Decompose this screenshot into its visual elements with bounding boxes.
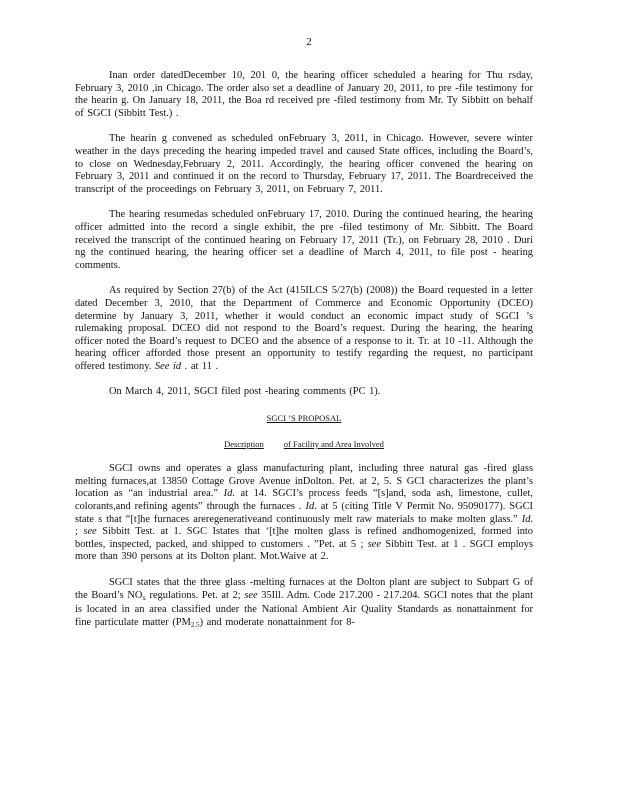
citation-id: Id <box>305 501 315 513</box>
subscript-pm: 2.5 <box>190 620 200 629</box>
paragraph-subpart-g: SGCI states that the three glass -melting furnaces at the Dolton plant are subject to Subpart G of the Board’s $NO_x$ regulations. Pet. at 2; see 35Ill. Adm. Code 217.200 - 217.204. SGCI notes that the plant is located in an area classified under the National Ambient Air Quality Standards as nonattainment for fine particulate matter $(PM_{2.5})$ and moderate nonattainment for 8- <box>75 577 533 629</box>
citation-see: see <box>83 526 97 538</box>
heading-proposal: SGCI ’S PROPOSAL <box>266 413 342 424</box>
citation-see: see <box>244 589 258 601</box>
citation-ref: . at 11 . <box>184 360 219 372</box>
heading-description <box>75 438 533 451</box>
heading-description-b: of Facility and Area Involved <box>283 438 384 449</box>
citation-see: see <box>367 538 381 550</box>
citation-id: Id <box>223 488 233 500</box>
page-number: 2 <box>306 36 312 48</box>
paragraph-hearing-resumed: The hearing resumedas scheduled onFebruary 17, 2010. During the continued hearing, the hearing officer admitted into the record a single exhibit, the pre -filed testimony of Mr. Sibbitt. The Board received the transcript of the continued hearing on February 17, 2011 (Tr.), on February 28, 2010 . Duri ng the continued hearing, the hearing officer set a deadline of March 4, 2011, to file post - hearing comments. <box>75 209 533 271</box>
document-body <box>75 70 533 644</box>
citation-see-id: See id <box>154 360 182 372</box>
paragraph-hearing-scheduled: Inan order datedDecember 10, 201 0, the hearing officer scheduled a hearing for Thu rsday, February 3, 2010 ,in Chicago. The order also set a deadline of January 20, 2011, to pre -file testimony for the hearin g. On January 18, 2011, the Boa rd received pre -filed testimony from Mr. Ty Sibbitt on behalf of SGCI (Sibbitt Test.) . <box>75 70 533 119</box>
paragraph-post-hearing-comments: On March 4, 2011, SGCI filed post -hearing comments (PC 1). <box>109 386 381 398</box>
subscript-x: x <box>142 593 146 602</box>
heading-description-a: Description <box>224 438 264 449</box>
paragraph-economic-impact <box>75 285 533 373</box>
paragraph-hearing-convened: The hearin g convened as scheduled onFebruary 3, 2011, in Chicago. However, severe winter weather in the days preceding the hearing impeded travel and caused State offices, including the Board’s, to close on Wednesday,February 2, 2011. Accordingly, the hearing officer convened the hearing on February 3, 2011 and continued it on the record to Thursday, February 17, 2011. The Boardreceived the transcript of the proceedings on February 3, 2011, on February 7, 2011. <box>75 133 533 195</box>
paragraph-text: As required by Section 27(b) of the Act (415ILCS 5/27(b) (2008)) the Board requested in a letter dated December 3, 2010, that the Department of Commerce and Economic Opportunity (DCEO) determine by January 3, 2011, whether it would conduct an economic impact study of SGCI ’s rulemaking proposal. DCEO did not respond to the Board’s request. During the hearing, the hearing officer noted the Board’s request to DCEO and the absence of a response to it. Tr. at 10 -11. Although the hearing officer afforded those present an opportunity to testify regarding the request, no participant offered testimony. <box>75 285 533 372</box>
paragraph-facility: SGCI owns and operates a glass manufacturing plant, including three natural gas -fired glass melting furnaces,at 13850 Cottage Grove Avenue inDolton. Pet. at 2, 5. S GCI characterizes the plant’s location as “an industrial area.” Id. at 14. SGCI’s process feeds “[s]and, soda ash, limestone, cullet, colorants,and refining agents” through the furnaces . Id. at 5 (citing Title V Permit No. 95090177). SGCI state s that “[t]he furnaces areregenerativeand continuously melt raw materials to make molten glass.” Id. ; see Sibbitt Test. at 1. SGC Istates that ‘[t]he molten glass is refined andhomogenized, formed into bottles, inspected, packed, and shipped to customers . ”Pet. at 5 ; see Sibbitt Test. at 1 . SGCI employs more than 390 persons at its Dolton plant. Mot.Waive at 2. <box>75 463 533 563</box>
citation-id: Id <box>521 513 531 525</box>
